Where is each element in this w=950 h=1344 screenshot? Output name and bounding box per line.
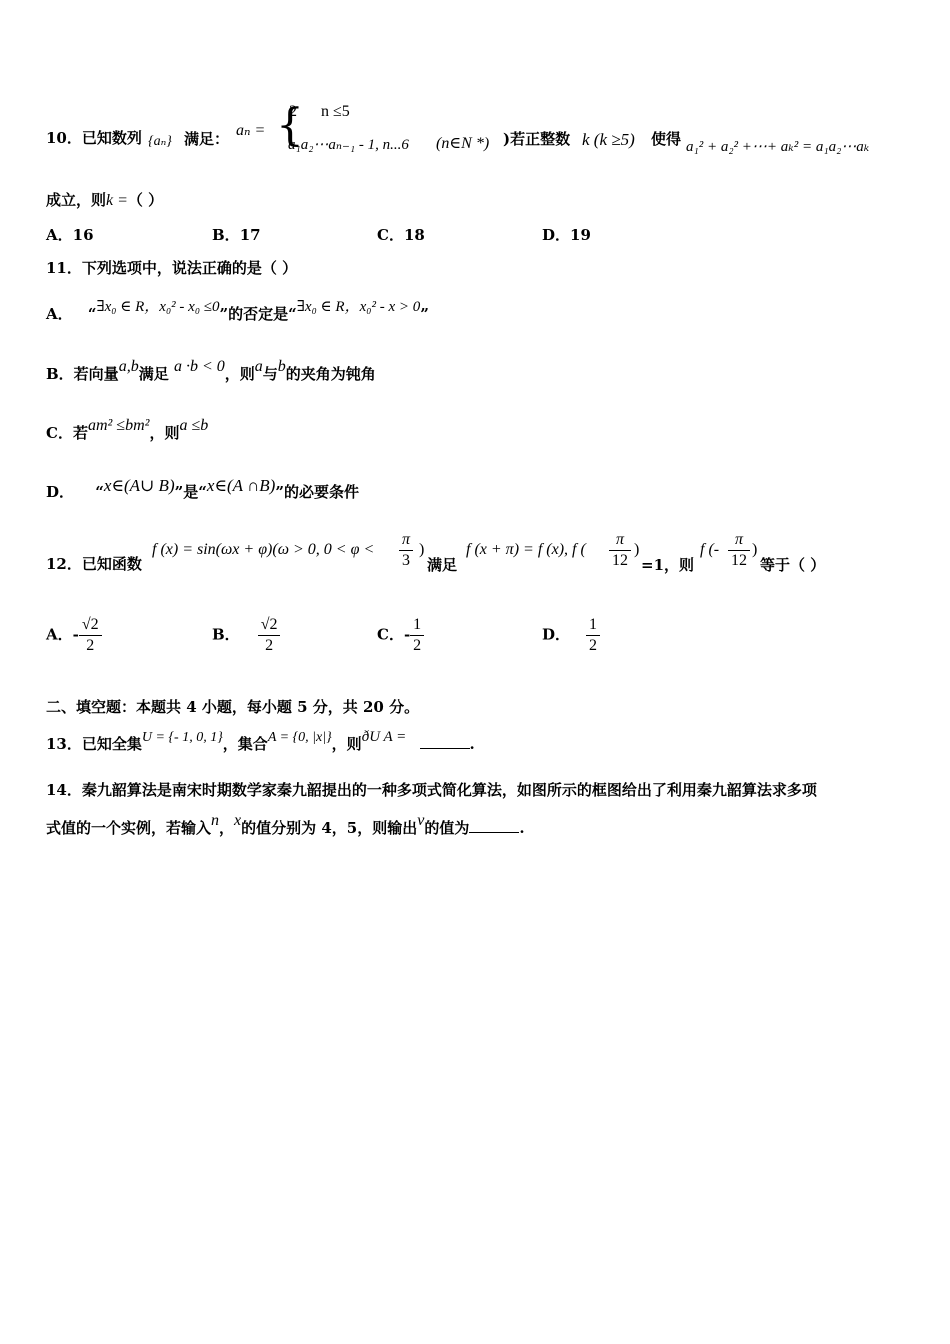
q10-case2: a₁a₂⋯aₙ₋₁ - 1, n...6 — [288, 137, 409, 153]
q14-line1: 14．秦九韶算法是南宋时期数学家秦九韶提出的一种多项式简化算法，如图所示的框图给出了利用秦九韶算法求多项 — [46, 781, 817, 799]
q10-seq: {aₙ} — [148, 134, 172, 149]
q11-stem: 11．下列选项中，说法正确的是（ ） — [46, 259, 298, 277]
q12-ask: 等于（ ） — [760, 556, 826, 574]
q10-lead: 已知数列 — [81, 129, 142, 147]
q10-lhs: aₙ = — [236, 122, 266, 139]
q13-answer-blank[interactable] — [420, 734, 470, 749]
q10-k-eq: k = — [106, 192, 128, 209]
q13-complement: ðU A = — [361, 729, 407, 745]
q13-line: 13．已知全集U = {- 1, 0, 1}，集合A = {0, |x|}，则ðU A = . — [46, 729, 475, 753]
q12-option-b[interactable]: B． $\frac{√2}{2}$ — [212, 615, 280, 656]
q12-close: ) — [419, 541, 425, 558]
q11-a-expr2: ∃x₀ ∈ R，x₀² - x > 0 — [296, 299, 421, 315]
q11-a-expr1: ∃x₀ ∈ R，x₀² - x₀ ≤0 — [96, 299, 220, 315]
q10-line2a: 成立，则 — [46, 191, 107, 209]
q14-line2: 式值的一个实例，若输入n，x的值分别为 4，5，则输出v的值为 . — [46, 812, 525, 837]
q12-eq1: =1，则 — [641, 556, 695, 574]
q12-f2-close: ) — [752, 541, 758, 558]
q10-number: 10． — [46, 129, 82, 147]
q10-tail1: )若正整数 — [503, 130, 571, 148]
q12-pi-over-12: $\frac{\pi}{12}$ — [609, 530, 631, 571]
q13-universal-set: U = {- 1, 0, 1} — [141, 730, 223, 745]
q11-option-c[interactable]: C．若am² ≤bm²，则a ≤b — [46, 417, 209, 442]
q10-option-b[interactable]: B．17 — [212, 226, 261, 244]
q10-tail2: 使得 — [651, 130, 682, 148]
q10-brace: { — [276, 100, 304, 151]
q10-option-c[interactable]: C．18 — [377, 226, 425, 244]
q10-equation: a₁² + a₂² +⋯+ aₖ² = a₁a₂⋯aₖ — [686, 139, 870, 155]
q14-answer-blank[interactable] — [469, 818, 519, 833]
q10-satisfy: 满足： — [184, 130, 230, 148]
q12-pi-over-3: $\frac{\pi}{3}$ — [399, 530, 413, 571]
q11-option-a[interactable]: A． “∃x₀ ∈ R，x₀² - x₀ ≤0”的否定是“∃x₀ ∈ R，x₀² - x > 0” — [46, 299, 429, 323]
q10-option-a[interactable]: A．16 — [46, 226, 94, 244]
q12-option-c[interactable]: C．- $\frac{1}{2}$ — [377, 615, 424, 656]
q12-pi-over-12-neg: $\frac{\pi}{12}$ — [728, 530, 750, 571]
q11-option-b[interactable]: B．若向量a,b满足 a ·b < 0，则a与b的夹角为钝角 — [46, 358, 376, 383]
q12-condition: f (x + π) = f (x), f ( — [466, 541, 586, 558]
q11-option-d[interactable]: D． “x∈(A∪ B)”是“x∈(A ∩B)”的必要条件 — [46, 476, 359, 501]
q12-function: f (x) = sin(ωx + φ)(ω > 0, 0 < φ < — [152, 541, 375, 558]
q10-case1: 2 n ≤5 — [289, 103, 350, 120]
q10-option-d[interactable]: D．19 — [542, 226, 591, 244]
q10-cond: (n∈N *) — [436, 135, 490, 152]
q12-f2: f (- — [700, 541, 720, 558]
section2-heading: 二、填空题：本题共 4 小题，每小题 5 分，共 20 分。 — [46, 698, 420, 716]
q12-cond-close: ) — [634, 541, 640, 558]
q10-line2 — [46, 190, 163, 211]
q12-satisfy: 满足 — [427, 556, 458, 574]
q13-set-a: A = {0, |x|} — [267, 730, 332, 745]
q10-k-expr: k (k ≥5) — [582, 130, 635, 149]
q10-line1 — [46, 128, 142, 148]
q12-option-a[interactable]: A．- $\frac{√2}{2}$ — [46, 615, 102, 656]
q12-option-d[interactable]: D． $\frac{1}{2}$ — [542, 615, 600, 656]
q12-lead: 12．已知函数 — [46, 555, 142, 573]
q10-line2b: （ ） — [127, 191, 164, 209]
